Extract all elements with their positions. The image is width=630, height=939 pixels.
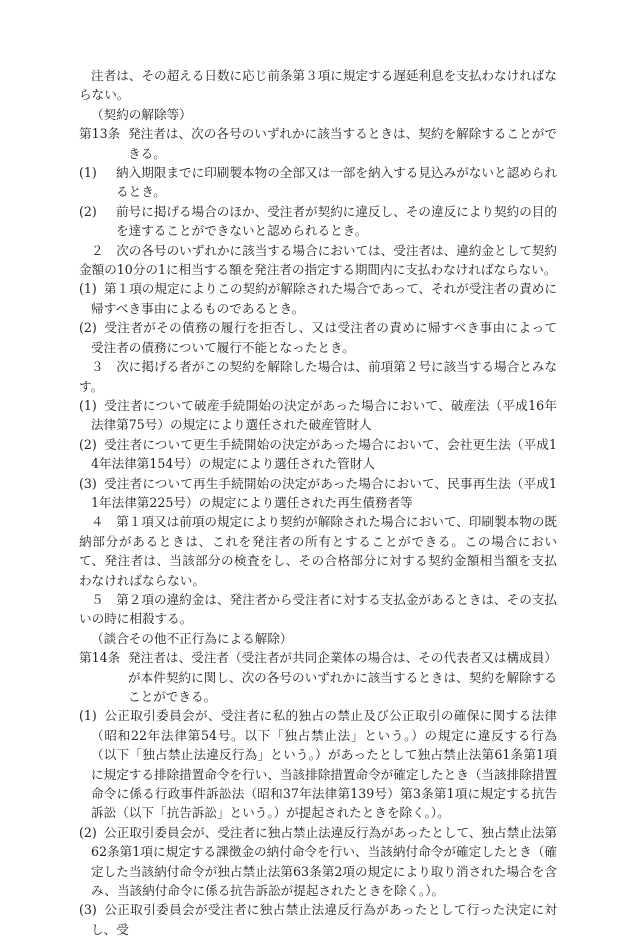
article-14 xyxy=(79,648,557,706)
art13-p3-item-2 xyxy=(79,435,557,474)
item-number: (2) xyxy=(79,436,97,452)
art13-item-1 xyxy=(79,163,557,202)
art13-paragraph-5: ５ 第２項の違約金は、発注者から受注者に対する支払金があるときは、その支払いの時に相殺する。 xyxy=(79,591,557,627)
article-14-label: 第14条 xyxy=(79,650,121,666)
item-text: 受注者について再生手続開始の決定があった場合において、民事再生法（平成11年法律第225号）の規定により選任された再生債務者等 xyxy=(91,475,557,510)
item-text: 受注者がその債務の履行を拒否し、又は受注者の責めに帰すべき事由によって受注者の債務について履行不能となったとき。 xyxy=(91,320,557,355)
art13-paragraph-2: ２ 次の各号のいずれかに該当する場合においては、受注者は、違約金として契約金額の10分の1に相当する額を発注者の指定する期間内に支払わなければならない。 xyxy=(79,242,557,278)
art13-paragraph-4: ４ 第１項又は前項の規定により契約が解除された場合において、印刷製本物の既納部分があるときは、これを発注者の所有とすることができる。この場合において、発注者は、当該部分の検査をし、その合格部分に対する契約金額相当額を支払わなければならない。 xyxy=(79,514,557,588)
art13-p3-item-1 xyxy=(79,396,557,435)
document-body xyxy=(79,66,557,939)
continuation-text: 注者は、その超える日数に応じ前条第３項に規定する遅延利息を支払わなければならない。 xyxy=(79,68,557,103)
item-number: (1) xyxy=(79,165,97,181)
item-number: (1) xyxy=(79,397,97,413)
item-number: (2) xyxy=(79,320,97,336)
article-13-label: 第13条 xyxy=(79,126,121,142)
item-number: (3) xyxy=(79,475,97,491)
art13-item-2 xyxy=(79,202,557,241)
item-text: 納入期限までに印刷製本物の全部又は一部を納入する見込みがないと認められるとき。 xyxy=(116,165,557,200)
item-number: (2) xyxy=(79,203,97,219)
item-text: 第１項の規定によりこの契約が解除された場合であって、それが受注者の責めに帰すべき事由によるものであるとき。 xyxy=(91,281,557,316)
item-text: 公正取引委員会が、受注者に私的独占の禁止及び公正取引の確保に関する法律（昭和22年法律第54号。以下「独占禁止法」という。）の規定に違反する行為（以下「独占禁止法違反行為」という。）があったとして独占禁止法第61条第1項に規定する排除措置命令を行い、当該排除措置命令が確定したとき（当該排除措置命令に係る行政事件訴訟法（昭和37年法律第139号）第3条第1項に規定する抗告訴訟（以下「抗告訴訟」という。）が提起されたときを除く。）。 xyxy=(91,708,557,821)
art13-paragraph-3: ３ 次に掲げる者がこの契約を解除した場合は、前項第２号に該当する場合とみなす。 xyxy=(79,359,557,394)
article-13-heading: （契約の解除等） xyxy=(91,106,192,122)
item-text: 前号に掲げる場合のほか、受注者が契約に違反し、その違反により契約の目的を達することができないと認められるとき。 xyxy=(116,203,558,239)
art14-item-3 xyxy=(79,900,557,939)
art13-p2-item-2 xyxy=(79,318,557,357)
item-text: 受注者について更生手続開始の決定があった場合において、会社更生法（平成14年法律第154号）の規定により選任された管財人 xyxy=(91,436,557,472)
art14-item-1 xyxy=(79,706,557,822)
item-number: (1) xyxy=(79,708,97,724)
item-text: 受注者について破産手続開始の決定があった場合において、破産法（平成16年法律第75号）の規定により選任された破産管財人 xyxy=(91,397,557,433)
article-14-heading: （談合その他不正行為による解除） xyxy=(91,630,293,646)
item-text: 公正取引委員会が、受注者に独占禁止法違反行為があったとして、独占禁止法第62条第1項に規定する課徴金の納付命令を行い、当該納付命令が確定したとき（確定した当該納付命令が独占禁止法第63条第2項の規定により取り消された場合を含み、当該納付命令に係る抗告訴訟が提起されたときを除く。）。 xyxy=(91,824,557,899)
article-13 xyxy=(79,124,557,163)
item-number: (1) xyxy=(79,281,97,297)
item-number: (2) xyxy=(79,824,97,840)
art13-p3-item-3 xyxy=(79,474,557,513)
item-text: 公正取引委員会が受注者に独占禁止法違反行為があったとして行った決定に対し、受 xyxy=(91,902,557,937)
article-14-text: 発注者は、受注者（受注者が共同企業体の場合は、その代表者又は構成員）が本件契約に関し、次の各号のいずれかに該当するときは、契約を解除することができる。 xyxy=(128,650,557,704)
art13-p2-item-1 xyxy=(79,279,557,318)
article-13-text: 発注者は、次の各号のいずれかに該当するときは、契約を解除することができる。 xyxy=(128,126,557,161)
art14-item-2 xyxy=(79,823,557,901)
item-number: (3) xyxy=(79,902,97,918)
